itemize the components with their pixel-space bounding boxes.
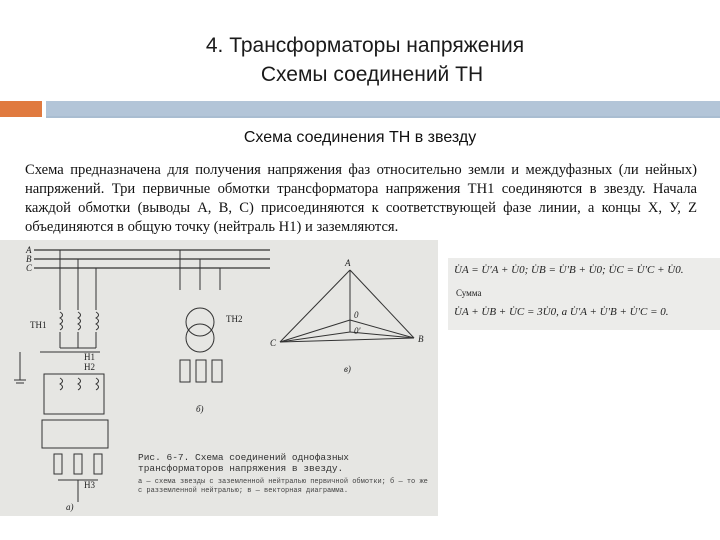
formula-sum-label: Сумма: [456, 288, 482, 298]
h1-label: Н1: [84, 352, 95, 362]
figure-caption-note: а — схема звезды с заземленной нейтралью первичной обмотки; б — то же с разземленной нейтралью; в — векторная диаграмма.: [138, 478, 428, 495]
vector-0-label: 0: [354, 310, 359, 320]
vector-b-label: B: [418, 334, 424, 344]
scanned-figure: [0, 240, 438, 516]
phase-b-label: B: [26, 254, 32, 264]
diagram-a-label: а): [66, 502, 74, 512]
vector-c-label: C: [270, 338, 277, 348]
title-divider-line: [46, 116, 720, 118]
diagram-b: [180, 250, 222, 382]
section-subtitle: Схема соединения ТН в звезду: [243, 129, 477, 146]
th1-label: ТН1: [30, 320, 47, 330]
figure-caption-title: Рис. 6-7. Схема соединений однофазных трансформаторов напряжения в звезду.: [138, 452, 349, 474]
diagram-b-label: б): [196, 404, 204, 414]
phase-c-label: C: [26, 263, 33, 273]
diagram-a: [14, 250, 108, 502]
wiring-diagrams: [0, 240, 438, 516]
title-accent-bar: [0, 101, 42, 117]
formula-line-1: U̇A = U̇′A + U̇0; U̇B = U̇′B + U̇0; U̇C = U̇′C + U̇0.: [454, 264, 684, 276]
vector-0prime-label: 0': [354, 326, 361, 336]
phase-a-label: A: [26, 245, 32, 255]
slide-title-line1: 4. Трансформаторы напряжения: [205, 34, 525, 57]
diagram-c-label: в): [344, 364, 351, 374]
th2-label: ТН2: [226, 314, 243, 324]
vector-a-label: A: [345, 258, 351, 268]
title-divider-bar: [46, 101, 720, 117]
formula-panel: [448, 258, 720, 330]
description-paragraph: Схема предназначена для получения напряжения фаз относительно земли и междуфазных (ли нейных) напряжений. Три первичные обмотки трансформатора напряжения ТН1 соединяются в звезду. Начала каждой обмотки (выводы А, В, С) присоединяются к соответствующей фазе линии, а концы X, У, Z объединяются в общую точку (нейтраль Н1) и заземляются.: [25, 162, 697, 235]
formula-line-2: U̇A + U̇B + U̇C = 3U̇0, а U̇′A + U̇′B + U̇′C = 0.: [454, 306, 669, 318]
slide-title-line2: Схемы соединений ТН: [260, 63, 484, 86]
diagram-c-vectors: [280, 270, 414, 342]
h2-label: Н2: [84, 362, 95, 372]
h3-label: Н3: [84, 480, 95, 490]
